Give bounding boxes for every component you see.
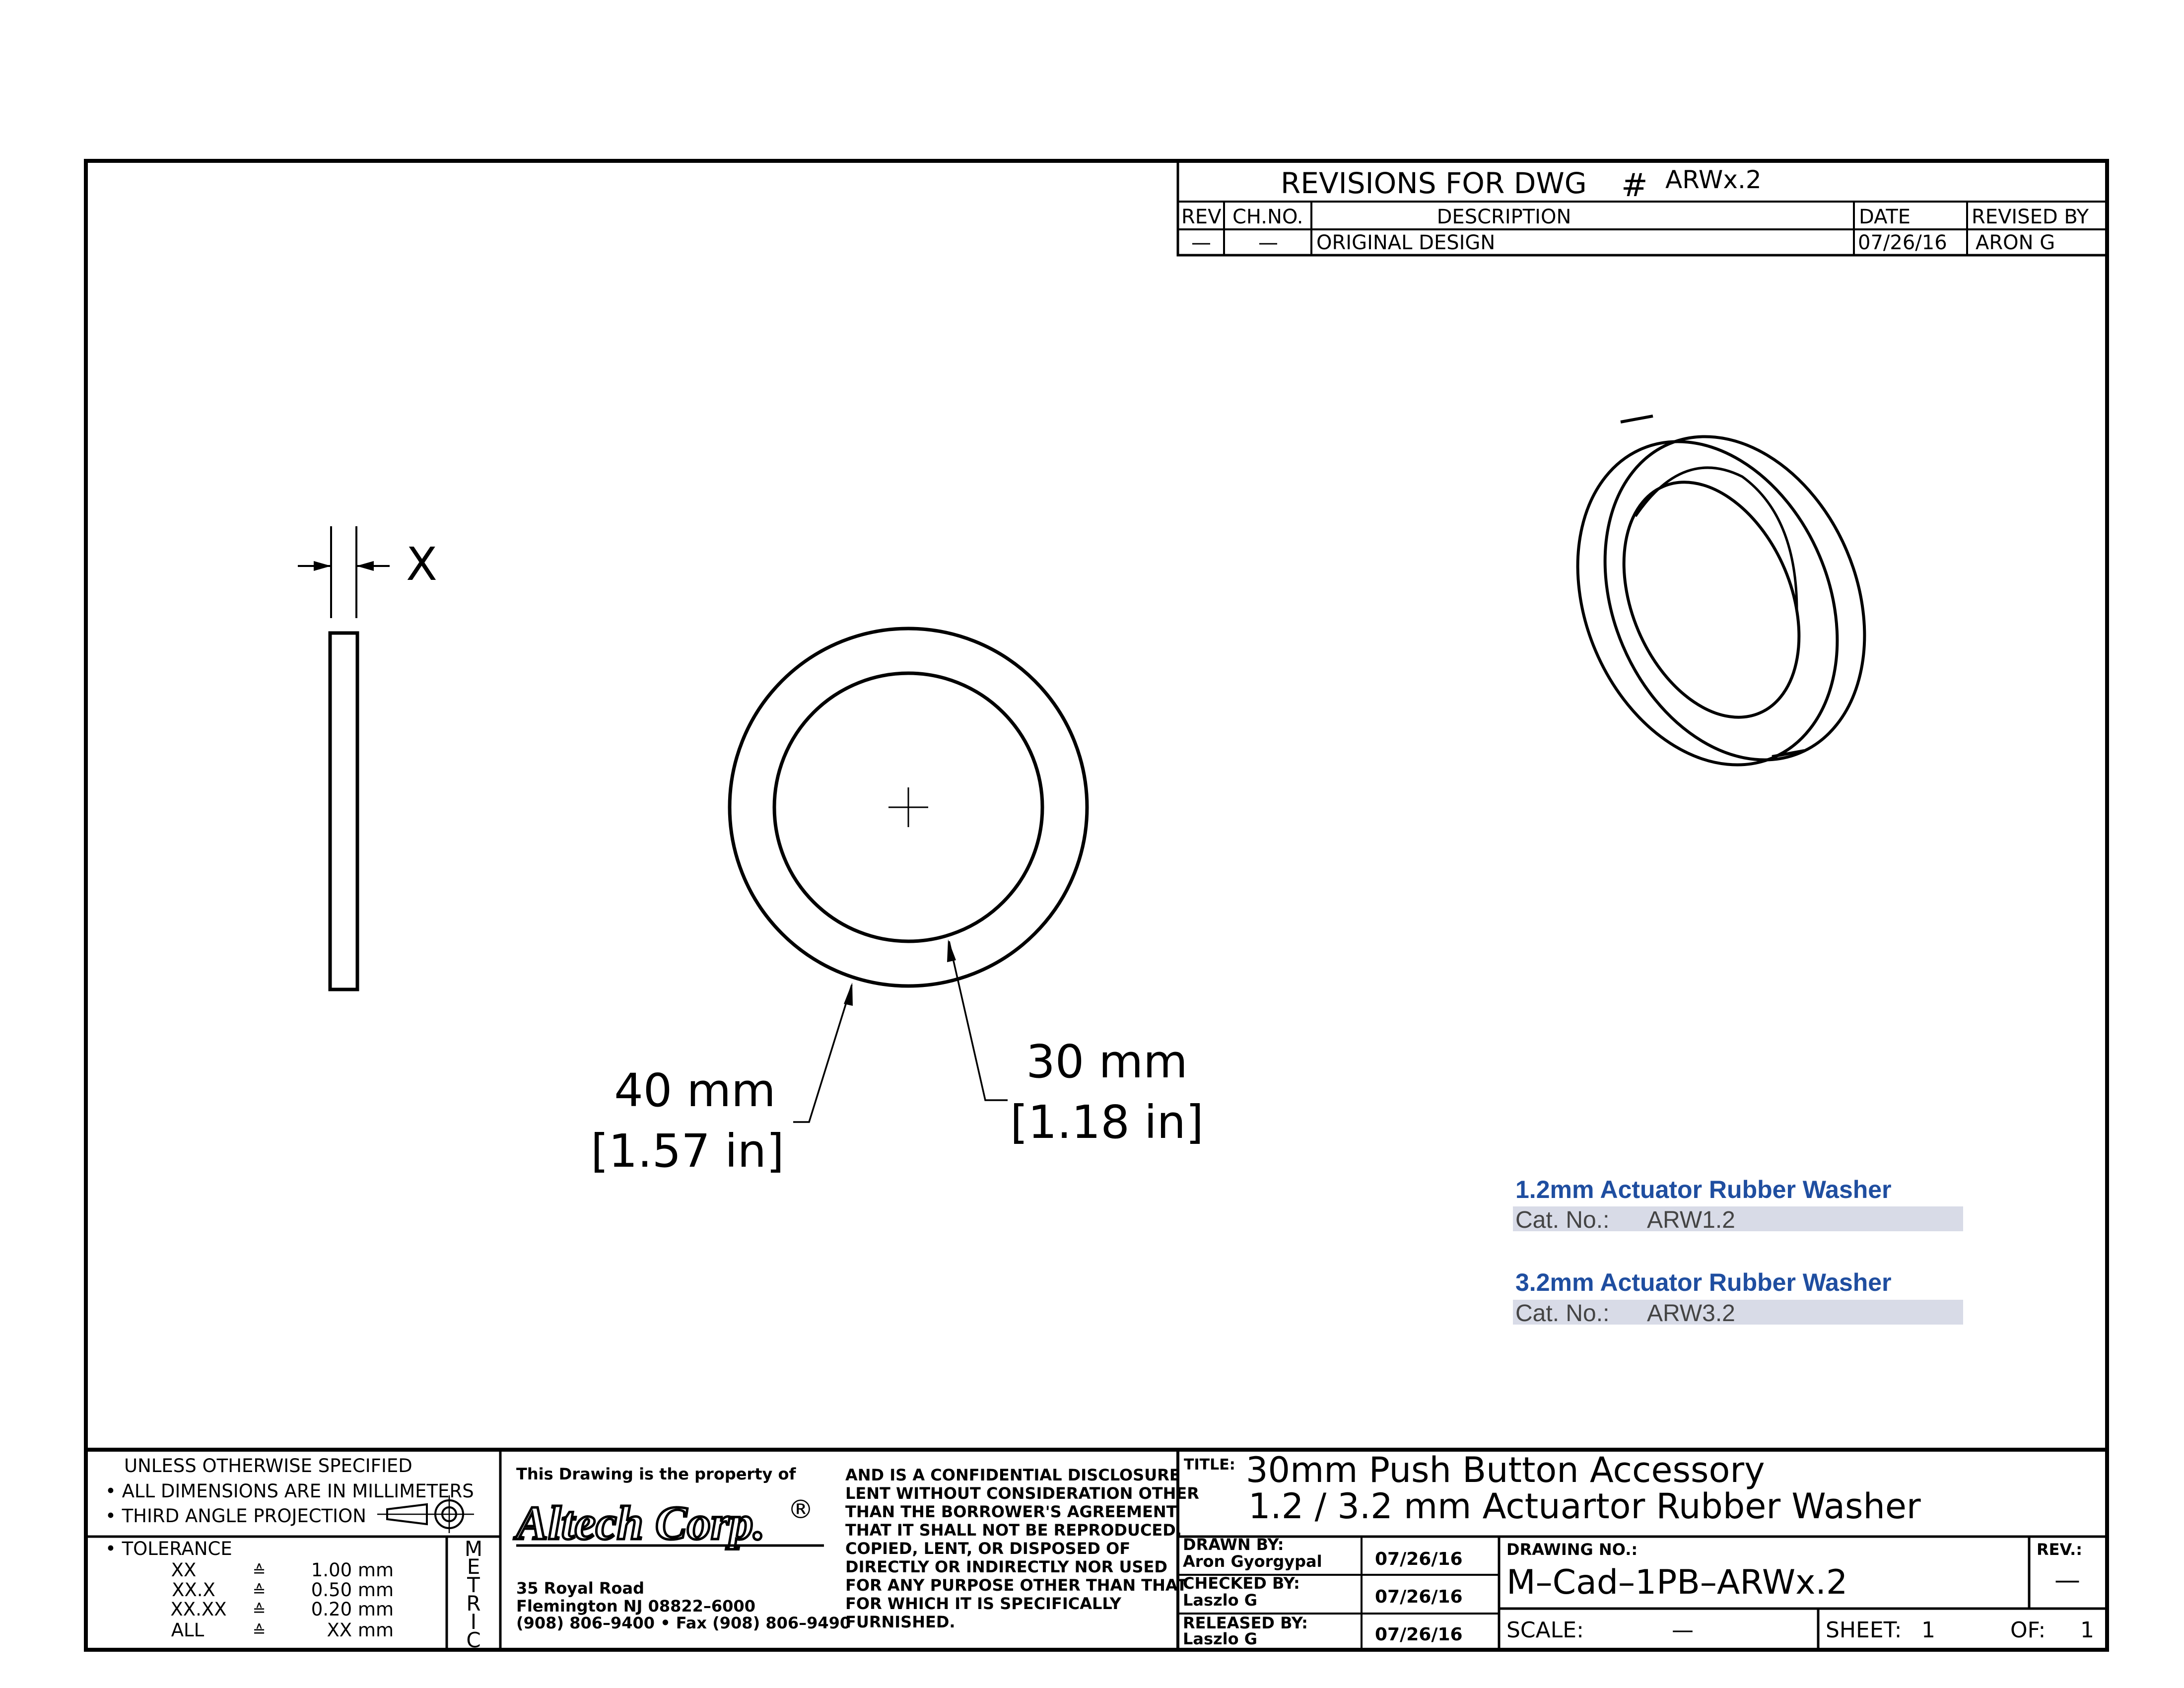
svg-text:FOR WHICH IT IS SPECIFICAL: FOR WHICH IT IS SPECIFICALLY xyxy=(845,1594,1121,1613)
tolerance-sym-2: ≙ xyxy=(252,1581,266,1600)
checked-by-label: CHECKED BY: xyxy=(1183,1574,1300,1593)
drawing-no-label: DRAWING NO.: xyxy=(1506,1540,1638,1559)
rev-label: REV.: xyxy=(2037,1540,2083,1559)
company-address-2: Flemington NJ 08822–6000 xyxy=(516,1597,755,1616)
tolerance-val-3: 0.20 mm xyxy=(311,1599,394,1620)
tolerance-val-4: XX mm xyxy=(327,1619,394,1641)
registered-mark: ® xyxy=(788,1495,814,1525)
drawing-border xyxy=(86,161,2107,1650)
catalog-cat-no-2: ARW3.2 xyxy=(1647,1300,1735,1327)
scale-label: SCALE: xyxy=(1506,1618,1584,1643)
washer-side-profile xyxy=(330,633,357,989)
drawing-title-line-2: 1.2 / 3.2 mm Actuartor Rubber Washer xyxy=(1248,1486,1921,1527)
of-value: 1 xyxy=(2080,1618,2094,1643)
svg-text:T: T xyxy=(467,1573,480,1597)
drawing-title-line-1: 30mm Push Button Accessory xyxy=(1246,1450,1765,1490)
checked-date: 07/26/16 xyxy=(1375,1587,1463,1607)
svg-text:E: E xyxy=(467,1554,480,1579)
svg-text:FURNISHED.: FURNISHED. xyxy=(845,1613,956,1631)
rev-value: — xyxy=(2054,1565,2080,1595)
catalog-entries xyxy=(1513,1176,1963,1327)
svg-text:THAT IT SHALL NOT BE REPR: THAT IT SHALL NOT BE REPRODUCED, xyxy=(845,1521,1182,1540)
date-column-header: DATE xyxy=(1859,206,1911,228)
front-view xyxy=(591,629,1204,1178)
catalog-cat-label-2: Cat. No.: xyxy=(1515,1300,1610,1327)
outer-diameter-imperial: [1.57 in] xyxy=(591,1125,784,1178)
company-block xyxy=(514,1465,1199,1632)
tolerance-fmt-3: XX.XX xyxy=(170,1599,227,1620)
revision-description: ORIGINAL DESIGN xyxy=(1316,231,1496,254)
inner-diameter-imperial: [1.18 in] xyxy=(1010,1096,1204,1149)
revisions-table xyxy=(1178,161,2107,255)
tolerance-val-1: 1.00 mm xyxy=(311,1559,394,1581)
tolerance-sym-4: ≙ xyxy=(252,1621,266,1640)
notes-line-2: • ALL DIMENSIONS ARE IN MILLIMETERS xyxy=(105,1480,474,1502)
released-date: 07/26/16 xyxy=(1375,1624,1463,1645)
svg-text:C: C xyxy=(466,1628,481,1652)
property-of-text: This Drawing is the property of xyxy=(516,1465,796,1483)
drawn-by: Aron Gyorgypal xyxy=(1183,1552,1322,1571)
svg-text:DIRECTLY OR INDIRECTLY NOR: DIRECTLY OR INDIRECTLY NOR USED xyxy=(845,1557,1167,1576)
ch-no-column-header: CH.NO. xyxy=(1232,206,1303,228)
notes-block xyxy=(105,1455,482,1652)
description-column-header: DESCRIPTION xyxy=(1436,206,1571,228)
revisions-heading: REVISIONS FOR DWG xyxy=(1281,166,1587,200)
side-view xyxy=(298,526,437,989)
tolerance-fmt-4: ALL xyxy=(171,1619,205,1641)
tolerance-val-2: 0.50 mm xyxy=(311,1579,394,1601)
revisions-hash: # xyxy=(1621,167,1648,204)
notes-line-1: UNLESS OTHERWISE SPECIFIED xyxy=(124,1455,412,1477)
svg-text:AND IS A CONFIDENTIAL DISC: AND IS A CONFIDENTIAL DISCLOSURE xyxy=(845,1466,1180,1484)
rev-column-header: REV xyxy=(1181,206,1222,228)
released-by: Laszlo G xyxy=(1183,1629,1258,1648)
revision-date: 07/26/16 xyxy=(1858,231,1947,254)
sheet-value: 1 xyxy=(1921,1618,1935,1643)
catalog-name-1: 1.2mm Actuator Rubber Washer xyxy=(1515,1176,1892,1203)
company-address-1: 35 Royal Road xyxy=(516,1579,644,1598)
catalog-cat-label-1: Cat. No.: xyxy=(1515,1207,1610,1233)
svg-text:COPIED, LENT, OR DISPOSED: COPIED, LENT, OR DISPOSED OF xyxy=(845,1539,1131,1558)
tolerance-fmt-2: XX.X xyxy=(172,1579,215,1601)
notes-line-3: • THIRD ANGLE PROJECTION xyxy=(105,1505,366,1527)
svg-text:M: M xyxy=(464,1537,483,1561)
tolerance-sym-1: ≙ xyxy=(252,1561,266,1580)
catalog-cat-no-1: ARW1.2 xyxy=(1647,1207,1735,1233)
svg-text:THAN THE BORROWER'S AGREEME: THAN THE BORROWER'S AGREEMENT xyxy=(845,1502,1177,1521)
thickness-label: X xyxy=(406,538,438,591)
svg-text:I: I xyxy=(470,1610,477,1634)
drawn-date: 07/26/16 xyxy=(1375,1549,1463,1569)
revised-by-column-header: REVISED BY xyxy=(1972,206,2089,228)
svg-text:FOR ANY PURPOSE OTHER THAN: FOR ANY PURPOSE OTHER THAN THAT xyxy=(845,1576,1187,1595)
metric-label xyxy=(465,1537,482,1652)
catalog-name-2: 3.2mm Actuator Rubber Washer xyxy=(1515,1268,1892,1296)
svg-text:R: R xyxy=(466,1591,481,1616)
scale-value: — xyxy=(1672,1618,1694,1643)
revisions-dwg-id: ARWx.2 xyxy=(1665,165,1762,194)
revision-rev: — xyxy=(1191,231,1211,254)
outer-diameter-label: 40 mm xyxy=(614,1064,776,1117)
tolerance-label: • TOLERANCE xyxy=(105,1538,232,1559)
drawing-number: M–Cad–1PB–ARWx.2 xyxy=(1506,1563,1848,1602)
title-label: TITLE: xyxy=(1184,1456,1235,1474)
released-by-label: RELEASED BY: xyxy=(1183,1614,1308,1632)
checked-by: Laszlo G xyxy=(1183,1591,1258,1610)
title-block xyxy=(1183,1450,2094,1648)
drawn-by-label: DRAWN BY: xyxy=(1183,1535,1284,1554)
tolerance-sym-3: ≙ xyxy=(252,1601,266,1619)
isometric-view xyxy=(1530,396,1912,805)
sheet-label: SHEET: xyxy=(1826,1618,1902,1643)
of-label: OF: xyxy=(2010,1618,2046,1643)
company-phones: (908) 806–9400 • Fax (908) 806–9490 xyxy=(516,1614,851,1632)
inner-diameter-label: 30 mm xyxy=(1026,1035,1188,1088)
company-logo: Altech Corp. xyxy=(516,1496,765,1549)
svg-text:LENT WITHOUT CONSIDERATION: LENT WITHOUT CONSIDERATION OTHER xyxy=(845,1484,1199,1503)
confidentiality-notice xyxy=(845,1466,1199,1631)
revision-ch-no: — xyxy=(1258,231,1278,254)
tolerance-fmt-1: XX xyxy=(171,1559,197,1581)
revision-revised-by: ARON G xyxy=(1976,231,2055,254)
